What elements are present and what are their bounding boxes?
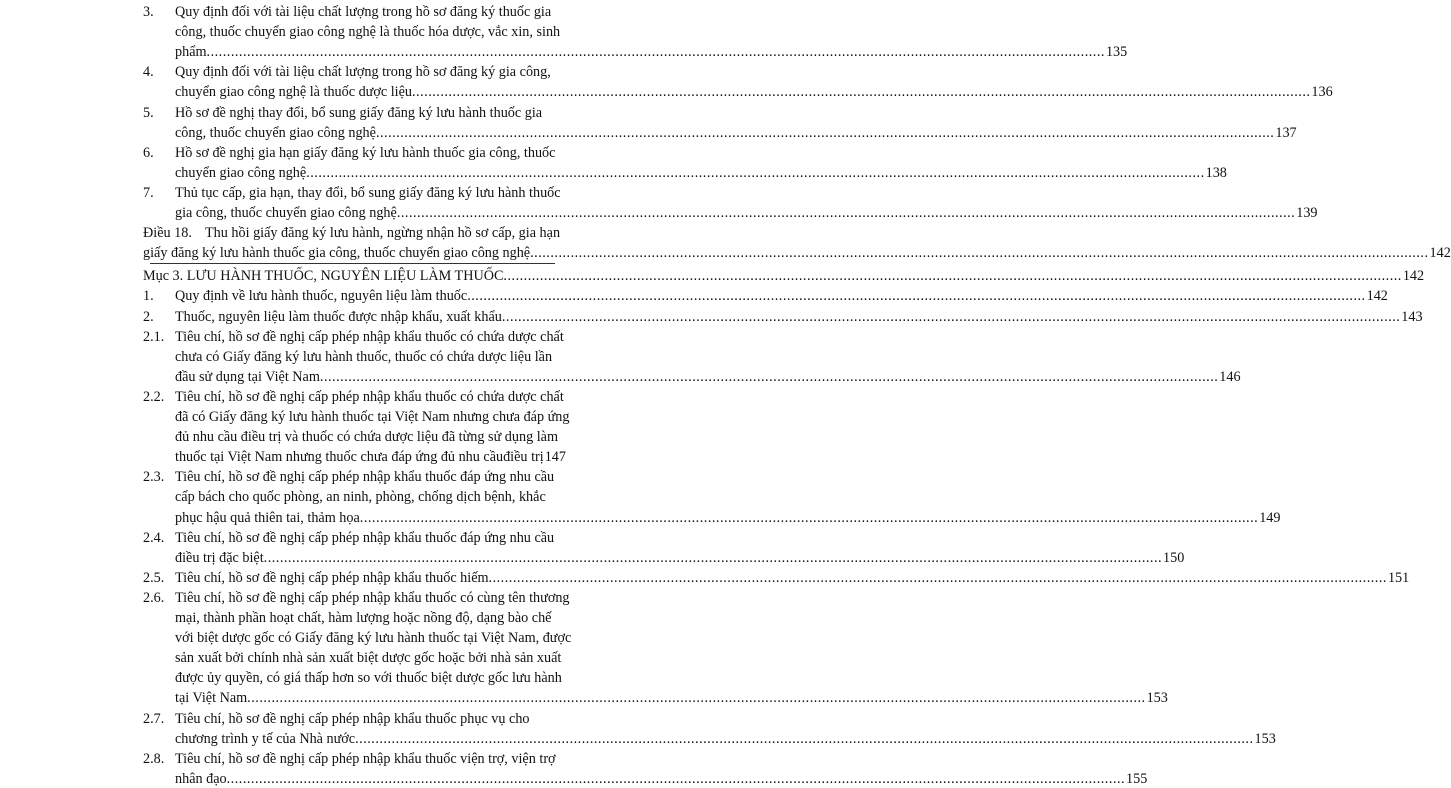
toc-entry-line — [175, 349, 552, 366]
toc-entry-text: phục hậu quả thiên tai, thảm họa — [175, 509, 360, 526]
toc-entry-text: đủ nhu cầu điều trị và thuốc có chứa dược liệu đã từng sử dụng làm — [175, 429, 559, 446]
section-divider — [150, 263, 555, 264]
toc-page-number: 147 — [544, 449, 566, 466]
toc-entry-number: 4. — [143, 64, 154, 81]
toc-entry-line — [175, 610, 551, 627]
toc-entry-line — [175, 530, 554, 547]
toc-page-number: 149 — [1259, 509, 1281, 526]
dot-leader — [467, 288, 1365, 305]
toc-page-number: 142 — [1366, 288, 1388, 305]
toc-entry-text: chương trình y tế của Nhà nước — [175, 730, 356, 747]
toc-entry-text: đầu sử dụng tại Việt Nam — [175, 368, 320, 385]
toc-entry-line — [175, 690, 1168, 707]
toc-entry-line — [143, 245, 1451, 262]
toc-entry-line — [175, 711, 530, 728]
toc-entry-line — [175, 650, 561, 667]
toc-page-number: 142 — [1402, 268, 1425, 285]
toc-entry-text: Hồ sơ đề nghị gia hạn giấy đăng ký lưu hành thuốc gia công, thuốc — [175, 144, 556, 161]
toc-entry-text: Thủ tục cấp, gia hạn, thay đổi, bổ sung giấy đăng ký lưu hành thuốc — [175, 184, 561, 201]
toc-entry-number: 2.6. — [143, 589, 165, 606]
toc-page-number: 150 — [1163, 549, 1185, 566]
toc-entry-line — [175, 730, 1276, 748]
toc-entry-text: giấy đăng ký lưu hành thuốc gia công, thuốc chuyển giao công nghệ — [143, 245, 531, 262]
toc-entry-line — [175, 489, 546, 506]
dot-leader — [489, 570, 1387, 587]
toc-entry-text: Tiêu chí, hồ sơ đề nghị cấp phép nhập khẩu thuốc đáp ứng nhu cầu — [175, 529, 555, 546]
toc-entry-number: 2.5. — [143, 569, 165, 586]
dot-leader — [227, 771, 1125, 788]
toc-page-number: 135 — [1105, 44, 1128, 61]
toc-entry-number: 2.8. — [143, 750, 165, 767]
toc-page-number: 139 — [1296, 205, 1318, 221]
toc-entry-line — [175, 509, 1281, 527]
toc-entry-text: công, thuốc chuyển giao công nghệ — [175, 124, 376, 141]
toc-page-number: 153 — [1146, 690, 1168, 707]
toc-entry-text: Mục 3. LƯU HÀNH THUỐC, NGUYÊN LIỆU LÀM THUỐC — [143, 268, 504, 285]
toc-entry-text: phẩm — [175, 44, 207, 61]
toc-entry-number: 5. — [143, 104, 154, 121]
toc-entry-line — [175, 368, 1241, 386]
toc-entry-text: Tiêu chí, hồ sơ đề nghị cấp phép nhập khẩu thuốc hiếm — [175, 569, 489, 586]
dot-leader — [502, 309, 1400, 326]
toc-entry-number: 2.4. — [143, 529, 165, 546]
toc-entry-text: Quy định đối với tài liệu chất lượng trong hồ sơ đăng ký gia công, — [175, 64, 551, 81]
toc-entry-line — [175, 205, 1318, 222]
toc-entry-line — [175, 590, 570, 607]
toc-entry-text: Tiêu chí, hồ sơ đề nghị cấp phép nhập khẩu thuốc viện trợ, viện trợ — [175, 750, 556, 767]
dot-leader — [355, 731, 1253, 748]
toc-entry-line — [175, 145, 555, 162]
toc-entry-text: chưa có Giấy đăng ký lưu hành thuốc, thuốc có chứa dược liệu lần — [175, 348, 553, 365]
toc-entry-line — [175, 549, 1185, 567]
toc-entry-line — [175, 308, 1423, 326]
toc-entry-number: 2.7. — [143, 710, 165, 727]
toc-entry-text: Hồ sơ đề nghị thay đổi, bổ sung giấy đăng ký lưu hành thuốc gia — [175, 104, 543, 121]
toc-entry-number: Điều 18. — [143, 225, 192, 242]
toc-page-number: 138 — [1205, 164, 1227, 181]
toc-entry-text: Tiêu chí, hồ sơ đề nghị cấp phép nhập khẩu thuốc có chứa dược chất — [175, 388, 564, 405]
toc-entry-text: Tiêu chí, hồ sơ đề nghị cấp phép nhập khẩu thuốc có cùng tên thương — [175, 589, 570, 606]
toc-page-number: 155 — [1126, 770, 1148, 787]
toc-entry-text: chuyển giao công nghệ là thuốc dược liệu — [175, 84, 412, 101]
toc-entry-line — [175, 670, 562, 687]
dot-leader — [397, 205, 1295, 222]
dot-leader — [207, 44, 1105, 61]
toc-entry-line — [175, 84, 1333, 101]
toc-entry-text: chuyển giao công nghệ — [175, 164, 307, 181]
dot-leader — [306, 165, 1204, 182]
toc-entry-line — [175, 329, 564, 346]
toc-entry-text: Quy định đối với tài liệu chất lượng trong hồ sơ đăng ký thuốc gia — [175, 4, 552, 20]
toc-entry-number: 2.2. — [143, 388, 165, 405]
toc-entry-line — [175, 389, 564, 406]
toc-entry-line — [175, 630, 571, 647]
toc-entry-line — [175, 44, 1128, 61]
toc-entry-line — [175, 124, 1297, 142]
toc-entry-text: công, thuốc chuyển giao công nghệ là thuốc hóa dược, vắc xin, sinh — [175, 24, 561, 41]
toc-entry-line — [175, 164, 1227, 182]
toc-entry-number: 1. — [143, 288, 154, 305]
toc-entry-line — [175, 24, 560, 41]
toc-entry-line — [175, 469, 554, 486]
toc-entry-line — [175, 288, 1388, 305]
toc-entry-text: tại Việt Nam — [175, 690, 248, 707]
toc-entry-line — [205, 225, 560, 242]
toc-entry-line — [175, 409, 570, 426]
dot-leader — [247, 690, 1145, 707]
toc-entry-number: 3. — [143, 4, 154, 20]
toc-entry-text: Quy định về lưu hành thuốc, nguyên liệu làm thuốc — [175, 288, 468, 305]
toc-entry-number: 2. — [143, 308, 154, 325]
toc-entry-line — [175, 770, 1148, 788]
toc-entry-line — [143, 268, 1425, 285]
toc-entry-line — [175, 64, 551, 81]
toc-entry-line — [175, 4, 551, 21]
toc-entry-line — [175, 751, 556, 768]
toc-entry-text: nhân đạo — [175, 770, 227, 787]
toc-entry-line — [175, 185, 561, 202]
toc-entry-number: 2.1. — [143, 328, 165, 345]
toc-entry-text: với biệt dược gốc có Giấy đăng ký lưu hành thuốc tại Việt Nam, được — [175, 630, 572, 647]
dot-leader — [412, 84, 1310, 101]
toc-entry-number: 2.3. — [143, 469, 165, 486]
toc-entry-text: đã có Giấy đăng ký lưu hành thuốc tại Việt Nam nhưng chưa đáp ứng — [175, 409, 570, 425]
toc-entry-line — [175, 449, 566, 466]
toc-page-number: 153 — [1254, 730, 1276, 747]
toc-entry-line — [175, 429, 558, 446]
toc-page-number: 137 — [1275, 124, 1297, 141]
toc-entry-text: Tiêu chí, hồ sơ đề nghị cấp phép nhập khẩu thuốc phục vụ cho — [175, 710, 530, 727]
toc-entry-text: Tiêu chí, hồ sơ đề nghị cấp phép nhập khẩu thuốc đáp ứng nhu cầu — [175, 469, 555, 486]
toc-entry-text: sản xuất bởi chính nhà sản xuất biệt dược gốc hoặc bởi nhà sản xuất — [175, 650, 562, 667]
toc-entry-text: Tiêu chí, hồ sơ đề nghị cấp phép nhập khẩu thuốc có chứa dược chất — [175, 328, 564, 345]
dot-leader — [360, 510, 1258, 527]
toc-page-number: 143 — [1401, 308, 1423, 325]
dot-leader — [376, 125, 1274, 142]
toc-entry-text: thuốc tại Việt Nam nhưng thuốc chưa đáp ứng đủ nhu cầuđiều trị — [175, 449, 544, 466]
toc-page-number: 146 — [1219, 368, 1241, 385]
toc-entry-text: gia công, thuốc chuyển giao công nghệ — [175, 205, 397, 221]
toc-entry-text: mại, thành phần hoạt chất, hàm lượng hoặc nồng độ, dạng bào chế — [175, 610, 552, 626]
toc-entry-text: Thu hồi giấy đăng ký lưu hành, ngừng nhận hồ sơ cấp, gia hạn — [205, 225, 561, 242]
toc-page-number: 142 — [1429, 245, 1451, 262]
toc-entry-line — [175, 105, 542, 122]
toc-page-number: 136 — [1311, 84, 1333, 101]
dot-leader — [320, 369, 1218, 386]
toc-entry-text: Thuốc, nguyên liệu làm thuốc được nhập khẩu, xuất khẩu — [175, 308, 502, 325]
toc-entry-number: 6. — [143, 144, 154, 161]
toc-entry-number: 7. — [143, 184, 154, 201]
dot-leader — [264, 550, 1162, 567]
toc-entry-text: cấp bách cho quốc phòng, an ninh, phòng, chống dịch bệnh, khắc — [175, 489, 546, 506]
dot-leader — [503, 268, 1401, 285]
dot-leader — [530, 245, 1428, 262]
toc-entry-line — [175, 569, 1410, 587]
toc-page-number: 151 — [1387, 569, 1410, 586]
toc-entry-text: điều trị đặc biệt — [175, 549, 264, 566]
toc-entry-text: được ủy quyền, có giá thấp hơn so với thuốc biệt dược gốc lưu hành — [175, 670, 562, 687]
